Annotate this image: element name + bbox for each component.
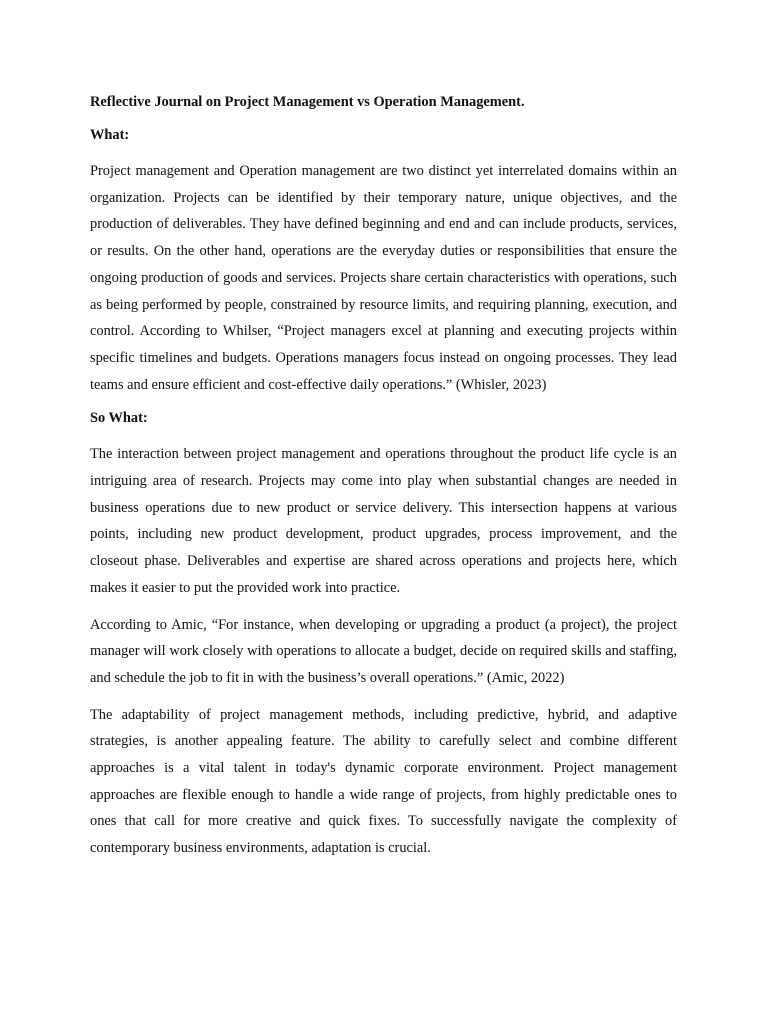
document-body [90,92,677,872]
paragraph-interaction: The interaction between project management and operations throughout the product life cycle is an intriguing area of research. Projects may come into play when substantial changes are needed in business operations due to new product or service delivery. This intersection happens at various points, including new product development, product upgrades, process improvement, and the closeout phase. Deliverables and expertise are shared across operations and projects here, which makes it easier to put the provided work into practice. [90,446,677,596]
paragraph-what: Project management and Operation management are two distinct yet interrelated domains within an organization. Projects can be identified by their temporary nature, unique objectives, and the production of deliverables. They have defined beginning and end and can include products, services, or results. On the other hand, operations are the everyday duties or responsibilities that ensure the ongoing production of goods and services. Projects share certain characteristics with operations, such as being performed by people, constrained by resource limits, and requiring planning, execution, and control. According to Whilser, “Project managers excel at planning and executing projects within specific timelines and budgets. Operations managers focus instead on ongoing processes. They lead teams and ensure efficient and cost-effective daily operations.” (Whisler, 2023) [90,163,677,393]
paragraph-adaptability: The adaptability of project management methods, including predictive, hybrid, and adaptive strategies, is another appealing feature. The ability to carefully select and combine different approaches is a vital talent in today's dynamic corporate environment. Project management approaches are flexible enough to handle a wide range of projects, from highly predictable ones to ones that call for more creative and quick fixes. To successfully navigate the complexity of contemporary business environments, adaptation is crucial. [90,706,677,857]
section-heading-what: What: [90,127,130,143]
section-heading-so-what: So What: [90,410,148,427]
document-title: Reflective Journal on Project Management vs Operation Management. [90,94,525,110]
paragraph-amic-quote: According to Amic, “For instance, when developing or upgrading a product (a project), the project manager will work closely with operations to allocate a budget, decide on required skills and staffing, and schedule the job to fit in with the business’s overall operations.” (Amic, 2022) [90,616,677,686]
